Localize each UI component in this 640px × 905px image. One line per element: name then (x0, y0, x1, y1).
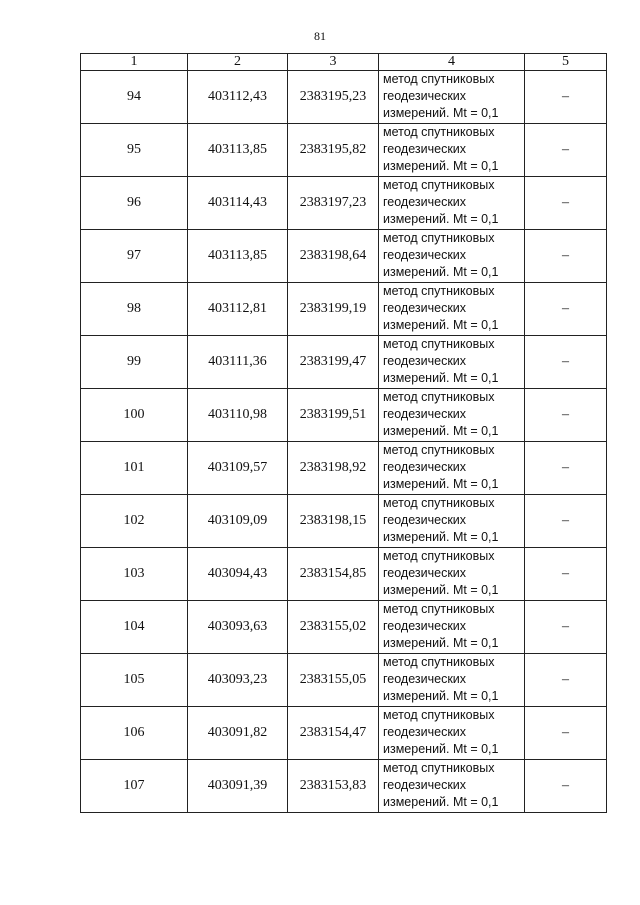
x-coordinate-cell: 403109,57 (188, 442, 288, 495)
point-number-cell: 94 (81, 71, 188, 124)
point-number-cell: 103 (81, 548, 188, 601)
method-line: метод спутниковых (383, 496, 495, 510)
table-row (81, 230, 607, 283)
note-cell: – (525, 177, 607, 230)
x-coordinate-cell: 403109,09 (188, 495, 288, 548)
method-cell (379, 230, 525, 283)
y-coordinate-cell: 2383153,83 (288, 760, 379, 813)
point-number-cell: 102 (81, 495, 188, 548)
y-coordinate-cell: 2383199,47 (288, 336, 379, 389)
point-number-cell: 98 (81, 283, 188, 336)
note-cell: – (525, 336, 607, 389)
method-line: измерений. Mt = 0,1 (383, 477, 499, 491)
method-line: измерений. Mt = 0,1 (383, 742, 499, 756)
point-number-cell: 105 (81, 654, 188, 707)
table-header (81, 54, 607, 71)
method-line: метод спутниковых (383, 708, 495, 722)
method-line: измерений. Mt = 0,1 (383, 530, 499, 544)
method-cell (379, 177, 525, 230)
method-line: измерений. Mt = 0,1 (383, 371, 499, 385)
point-number-cell: 99 (81, 336, 188, 389)
method-line: измерений. Mt = 0,1 (383, 106, 499, 120)
page-number: 81 (314, 29, 326, 43)
method-line: геодезических (383, 407, 467, 421)
note-cell: – (525, 283, 607, 336)
method-line: геодезических (383, 142, 467, 156)
note-cell: – (525, 442, 607, 495)
method-cell (379, 760, 525, 813)
y-coordinate-cell: 2383195,23 (288, 71, 379, 124)
note-cell: – (525, 389, 607, 442)
point-number-cell: 106 (81, 707, 188, 760)
table-row (81, 389, 607, 442)
y-coordinate-cell: 2383195,82 (288, 124, 379, 177)
y-coordinate-cell: 2383198,92 (288, 442, 379, 495)
method-line: измерений. Mt = 0,1 (383, 636, 499, 650)
table-row (81, 177, 607, 230)
table-row (81, 760, 607, 813)
method-line: метод спутниковых (383, 337, 495, 351)
method-line: метод спутниковых (383, 125, 495, 139)
point-number-cell: 96 (81, 177, 188, 230)
y-coordinate-cell: 2383198,15 (288, 495, 379, 548)
point-number-cell: 104 (81, 601, 188, 654)
note-cell: – (525, 124, 607, 177)
x-coordinate-cell: 403112,81 (188, 283, 288, 336)
coordinates-table (80, 53, 607, 813)
column-header-2: 2 (188, 54, 288, 71)
method-line: геодезических (383, 619, 467, 633)
method-line: геодезических (383, 195, 467, 209)
y-coordinate-cell: 2383154,85 (288, 548, 379, 601)
method-line: измерений. Mt = 0,1 (383, 583, 499, 597)
x-coordinate-cell: 403112,43 (188, 71, 288, 124)
point-number-cell: 107 (81, 760, 188, 813)
table-row (81, 283, 607, 336)
method-cell (379, 389, 525, 442)
header-row (81, 54, 607, 71)
table-row (81, 654, 607, 707)
note-cell: – (525, 760, 607, 813)
y-coordinate-cell: 2383155,05 (288, 654, 379, 707)
method-line: метод спутниковых (383, 284, 495, 298)
method-line: измерений. Mt = 0,1 (383, 265, 499, 279)
table-row (81, 71, 607, 124)
y-coordinate-cell: 2383198,64 (288, 230, 379, 283)
y-coordinate-cell: 2383154,47 (288, 707, 379, 760)
note-cell: – (525, 654, 607, 707)
method-line: метод спутниковых (383, 390, 495, 404)
x-coordinate-cell: 403110,98 (188, 389, 288, 442)
method-line: измерений. Mt = 0,1 (383, 212, 499, 226)
y-coordinate-cell: 2383199,19 (288, 283, 379, 336)
method-cell (379, 71, 525, 124)
table-row (81, 601, 607, 654)
method-line: измерений. Mt = 0,1 (383, 159, 499, 173)
table-row (81, 442, 607, 495)
point-number-cell: 100 (81, 389, 188, 442)
note-cell: – (525, 71, 607, 124)
x-coordinate-cell: 403113,85 (188, 230, 288, 283)
point-number-cell: 101 (81, 442, 188, 495)
table-body (81, 71, 607, 813)
point-number-cell: 95 (81, 124, 188, 177)
method-line: измерений. Mt = 0,1 (383, 689, 499, 703)
method-line: измерений. Mt = 0,1 (383, 424, 499, 438)
x-coordinate-cell: 403093,23 (188, 654, 288, 707)
column-header-5: 5 (525, 54, 607, 71)
method-cell (379, 336, 525, 389)
method-line: геодезических (383, 248, 467, 262)
note-cell: – (525, 495, 607, 548)
x-coordinate-cell: 403094,43 (188, 548, 288, 601)
column-header-3: 3 (288, 54, 379, 71)
method-cell (379, 124, 525, 177)
method-line: измерений. Mt = 0,1 (383, 795, 499, 809)
method-line: геодезических (383, 513, 467, 527)
point-number-cell: 97 (81, 230, 188, 283)
table-row (81, 548, 607, 601)
method-line: метод спутниковых (383, 231, 495, 245)
y-coordinate-cell: 2383197,23 (288, 177, 379, 230)
method-line: геодезических (383, 89, 467, 103)
x-coordinate-cell: 403114,43 (188, 177, 288, 230)
column-header-4: 4 (379, 54, 525, 71)
note-cell: – (525, 548, 607, 601)
note-cell: – (525, 230, 607, 283)
method-line: геодезических (383, 460, 467, 474)
y-coordinate-cell: 2383155,02 (288, 601, 379, 654)
method-line: метод спутниковых (383, 655, 495, 669)
method-line: геодезических (383, 725, 467, 739)
method-cell (379, 707, 525, 760)
table-row (81, 495, 607, 548)
method-cell (379, 654, 525, 707)
table-row (81, 707, 607, 760)
x-coordinate-cell: 403091,39 (188, 760, 288, 813)
x-coordinate-cell: 403111,36 (188, 336, 288, 389)
x-coordinate-cell: 403093,63 (188, 601, 288, 654)
table-row (81, 336, 607, 389)
note-cell: – (525, 601, 607, 654)
table-row (81, 124, 607, 177)
method-line: метод спутниковых (383, 178, 495, 192)
method-cell (379, 283, 525, 336)
method-cell (379, 601, 525, 654)
x-coordinate-cell: 403113,85 (188, 124, 288, 177)
method-line: геодезических (383, 354, 467, 368)
method-line: метод спутниковых (383, 443, 495, 457)
method-line: геодезических (383, 778, 467, 792)
note-cell: – (525, 707, 607, 760)
method-line: метод спутниковых (383, 602, 495, 616)
method-line: измерений. Mt = 0,1 (383, 318, 499, 332)
y-coordinate-cell: 2383199,51 (288, 389, 379, 442)
method-cell (379, 495, 525, 548)
method-line: геодезических (383, 672, 467, 686)
x-coordinate-cell: 403091,82 (188, 707, 288, 760)
method-cell (379, 548, 525, 601)
method-line: геодезических (383, 566, 467, 580)
method-cell (379, 442, 525, 495)
method-line: метод спутниковых (383, 72, 495, 86)
column-header-1: 1 (81, 54, 188, 71)
method-line: метод спутниковых (383, 761, 495, 775)
method-line: геодезических (383, 301, 467, 315)
method-line: метод спутниковых (383, 549, 495, 563)
